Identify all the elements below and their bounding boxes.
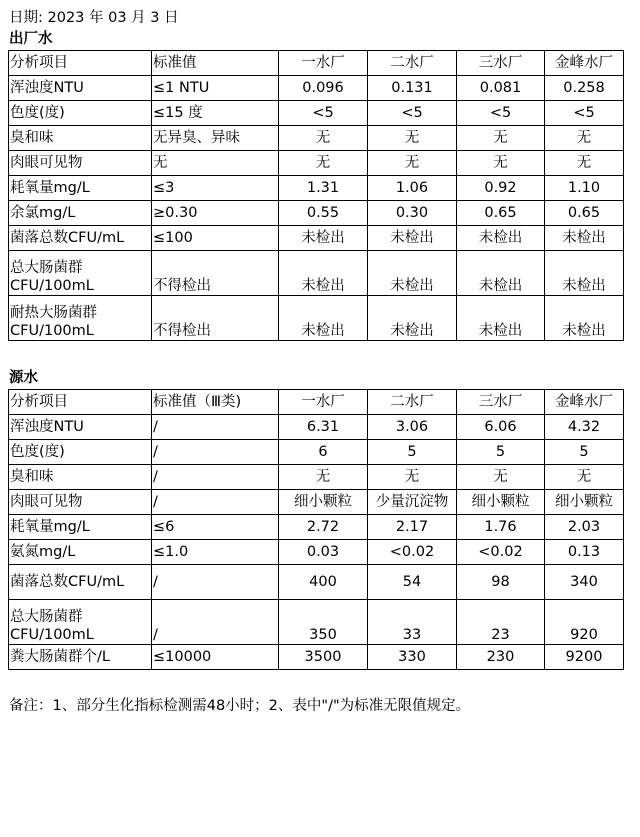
table-row: [9, 201, 624, 226]
row-standard: ≤1.0: [152, 540, 279, 565]
cell-value: 0.131: [368, 76, 457, 101]
cell-value: 未检出: [545, 296, 624, 341]
cell-value: 2.03: [545, 515, 624, 540]
header-standard: 标准值（Ⅲ类): [152, 390, 279, 415]
row-standard: /: [152, 440, 279, 465]
cell-value: <5: [368, 101, 457, 126]
row-standard: /: [152, 565, 279, 600]
row-label: 总大肠菌群CFU/100mL: [9, 600, 152, 645]
row-standard: 不得检出: [152, 251, 279, 296]
cell-value: 9200: [545, 645, 624, 670]
row-label: 浑浊度NTU: [9, 415, 152, 440]
cell-value: 少量沉淀物: [368, 490, 457, 515]
cell-value: 1.31: [279, 176, 368, 201]
cell-value: 0.03: [279, 540, 368, 565]
cell-value: 未检出: [545, 226, 624, 251]
row-standard: 无: [152, 151, 279, 176]
header-plant-jinfeng: 金峰水厂: [545, 390, 624, 415]
row-label: 总大肠菌群CFU/100mL: [9, 251, 152, 296]
table-row: [9, 226, 624, 251]
row-standard: ≤10000: [152, 645, 279, 670]
row-label: 粪大肠菌群个/L: [9, 645, 152, 670]
table-header-row: [9, 51, 624, 76]
cell-value: 未检出: [279, 226, 368, 251]
cell-value: 无: [457, 151, 545, 176]
row-standard: /: [152, 600, 279, 645]
table-row: [9, 565, 624, 600]
row-label: 耗氧量mg/L: [9, 176, 152, 201]
row-label: 耐热大肠菌群CFU/100mL: [9, 296, 152, 341]
row-standard: ≤15 度: [152, 101, 279, 126]
cell-value: 细小颗粒: [457, 490, 545, 515]
table-row: [9, 151, 624, 176]
cell-value: 未检出: [279, 251, 368, 296]
outlet-water-table: [8, 50, 624, 341]
source-section-title: 源水: [9, 370, 38, 386]
header-plant-2: 二水厂: [368, 51, 457, 76]
cell-value: <5: [457, 101, 545, 126]
row-label: 肉眼可见物: [9, 490, 152, 515]
cell-value: 1.06: [368, 176, 457, 201]
cell-value: 无: [279, 151, 368, 176]
header-plant-3: 三水厂: [457, 390, 545, 415]
cell-value: 3.06: [368, 415, 457, 440]
cell-value: 98: [457, 565, 545, 600]
table-row: [9, 465, 624, 490]
row-standard: ≤1 NTU: [152, 76, 279, 101]
cell-value: 0.55: [279, 201, 368, 226]
outlet-section-title: 出厂水: [9, 31, 53, 47]
cell-value: <5: [545, 101, 624, 126]
row-label: 臭和味: [9, 126, 152, 151]
table-row: [9, 540, 624, 565]
cell-value: 细小颗粒: [545, 490, 624, 515]
cell-value: 5: [545, 440, 624, 465]
cell-value: <5: [279, 101, 368, 126]
cell-value: 54: [368, 565, 457, 600]
table-row: [9, 126, 624, 151]
cell-value: 6: [279, 440, 368, 465]
cell-value: 无: [368, 151, 457, 176]
row-label: 耗氧量mg/L: [9, 515, 152, 540]
table-row: [9, 101, 624, 126]
row-label: 余氯mg/L: [9, 201, 152, 226]
header-plant-jinfeng: 金峰水厂: [545, 51, 624, 76]
cell-value: 0.65: [457, 201, 545, 226]
cell-value: 无: [368, 465, 457, 490]
cell-value: 4.32: [545, 415, 624, 440]
table-row: [9, 76, 624, 101]
cell-value: 0.096: [279, 76, 368, 101]
row-standard: /: [152, 465, 279, 490]
cell-value: 350: [279, 600, 368, 645]
header-plant-2: 二水厂: [368, 390, 457, 415]
row-standard: /: [152, 415, 279, 440]
cell-value: 无: [457, 465, 545, 490]
cell-value: 5: [368, 440, 457, 465]
row-standard: ≤3: [152, 176, 279, 201]
cell-value: 1.76: [457, 515, 545, 540]
cell-value: 未检出: [368, 226, 457, 251]
cell-value: 无: [545, 126, 624, 151]
row-label: 氨氮mg/L: [9, 540, 152, 565]
header-plant-1: 一水厂: [279, 51, 368, 76]
cell-value: 无: [279, 465, 368, 490]
table-row: [9, 490, 624, 515]
row-standard: ≤100: [152, 226, 279, 251]
cell-value: 0.081: [457, 76, 545, 101]
cell-value: 33: [368, 600, 457, 645]
row-standard: ≤6: [152, 515, 279, 540]
header-standard: 标准值: [152, 51, 279, 76]
cell-value: 23: [457, 600, 545, 645]
cell-value: 2.72: [279, 515, 368, 540]
cell-value: 无: [457, 126, 545, 151]
cell-value: 未检出: [368, 296, 457, 341]
row-label: 色度(度): [9, 101, 152, 126]
row-label: 浑浊度NTU: [9, 76, 152, 101]
cell-value: <0.02: [457, 540, 545, 565]
cell-value: 6.31: [279, 415, 368, 440]
cell-value: 未检出: [457, 296, 545, 341]
cell-value: 未检出: [368, 251, 457, 296]
cell-value: 6.06: [457, 415, 545, 440]
row-label: 臭和味: [9, 465, 152, 490]
table-row: [9, 600, 624, 645]
row-standard: 不得检出: [152, 296, 279, 341]
row-label: 菌落总数CFU/mL: [9, 565, 152, 600]
cell-value: 330: [368, 645, 457, 670]
footnote: 备注：1、部分生化指标检测需48小时；2、表中"/"为标准无限值规定。: [9, 698, 471, 714]
cell-value: 0.30: [368, 201, 457, 226]
header-plant-3: 三水厂: [457, 51, 545, 76]
cell-value: 无: [545, 465, 624, 490]
cell-value: 0.92: [457, 176, 545, 201]
cell-value: 2.17: [368, 515, 457, 540]
cell-value: 400: [279, 565, 368, 600]
cell-value: 未检出: [457, 251, 545, 296]
cell-value: 920: [545, 600, 624, 645]
row-label: 肉眼可见物: [9, 151, 152, 176]
row-label: 色度(度): [9, 440, 152, 465]
cell-value: 未检出: [545, 251, 624, 296]
cell-value: 无: [368, 126, 457, 151]
table-row: [9, 251, 624, 296]
cell-value: 细小颗粒: [279, 490, 368, 515]
cell-value: 230: [457, 645, 545, 670]
table-row: [9, 515, 624, 540]
table-row: [9, 296, 624, 341]
header-item: 分析项目: [9, 390, 152, 415]
table-row: [9, 645, 624, 670]
report-date: 日期: 2023 年 03 月 3 日: [9, 10, 179, 26]
table-row: [9, 415, 624, 440]
cell-value: 1.10: [545, 176, 624, 201]
source-water-table: [8, 389, 624, 670]
cell-value: 0.13: [545, 540, 624, 565]
cell-value: 5: [457, 440, 545, 465]
header-plant-1: 一水厂: [279, 390, 368, 415]
cell-value: 0.65: [545, 201, 624, 226]
cell-value: 无: [545, 151, 624, 176]
row-standard: 无异臭、异味: [152, 126, 279, 151]
row-label: 菌落总数CFU/mL: [9, 226, 152, 251]
table-header-row: [9, 390, 624, 415]
row-standard: ≥0.30: [152, 201, 279, 226]
cell-value: 340: [545, 565, 624, 600]
cell-value: 未检出: [457, 226, 545, 251]
cell-value: 0.258: [545, 76, 624, 101]
row-standard: /: [152, 490, 279, 515]
table-row: [9, 440, 624, 465]
cell-value: <0.02: [368, 540, 457, 565]
header-item: 分析项目: [9, 51, 152, 76]
cell-value: 无: [279, 126, 368, 151]
cell-value: 未检出: [279, 296, 368, 341]
table-row: [9, 176, 624, 201]
cell-value: 3500: [279, 645, 368, 670]
